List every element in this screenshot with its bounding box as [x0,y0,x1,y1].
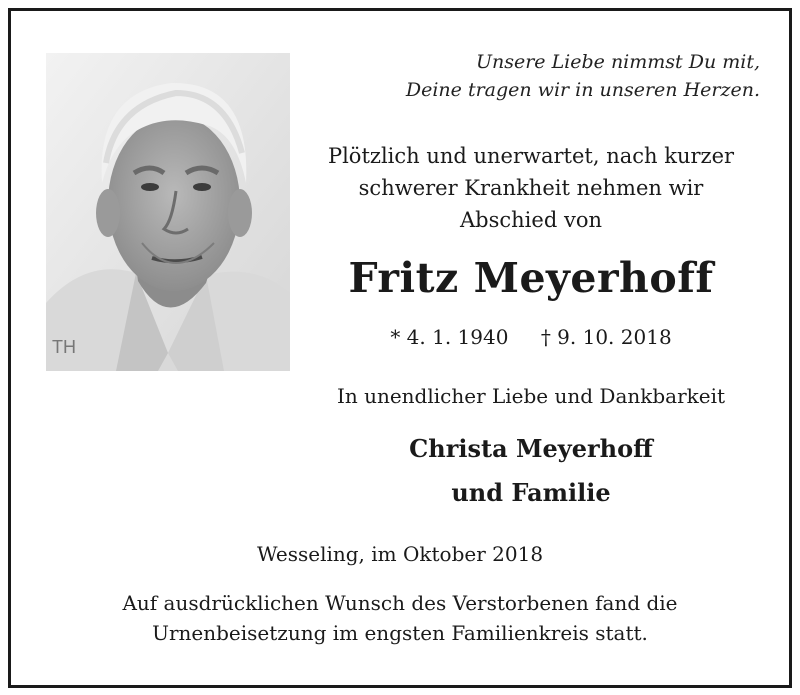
mourner-line-2: und Familie [451,478,611,507]
intro-text [296,140,766,236]
motto [330,48,760,104]
deceased-name: Fritz Meyerhoff [348,254,714,302]
thanks-line: In unendlicher Liebe und Dankbarkeit [336,384,726,408]
portrait-photo [46,53,290,371]
mourners [296,427,766,515]
intro-line-1: Plötzlich und unerwartet, nach kurzer [327,144,735,168]
mourner-line-1: Christa Meyerhoff [409,434,653,463]
life-dates [296,325,766,349]
intro-line-2: schwerer Krankheit nehmen wir [358,176,704,200]
place-and-date: Wesseling, im Oktober 2018 [256,542,544,566]
death-date: † 9. 10. 2018 [540,325,672,349]
burial-note [40,588,760,648]
motto-line-2: Deine tragen wir in unseren Herzen. [405,79,760,101]
intro-line-3: Abschied von [460,208,602,232]
motto-line-1: Unsere Liebe nimmst Du mit, [475,51,760,73]
note-line-1: Auf ausdrücklichen Wunsch des Verstorbenen fand die [122,591,678,615]
birth-date: * 4. 1. 1940 [390,325,509,349]
note-line-2: Urnenbeisetzung im engsten Familienkreis statt. [152,621,648,645]
svg-text:TH: TH [52,337,76,357]
